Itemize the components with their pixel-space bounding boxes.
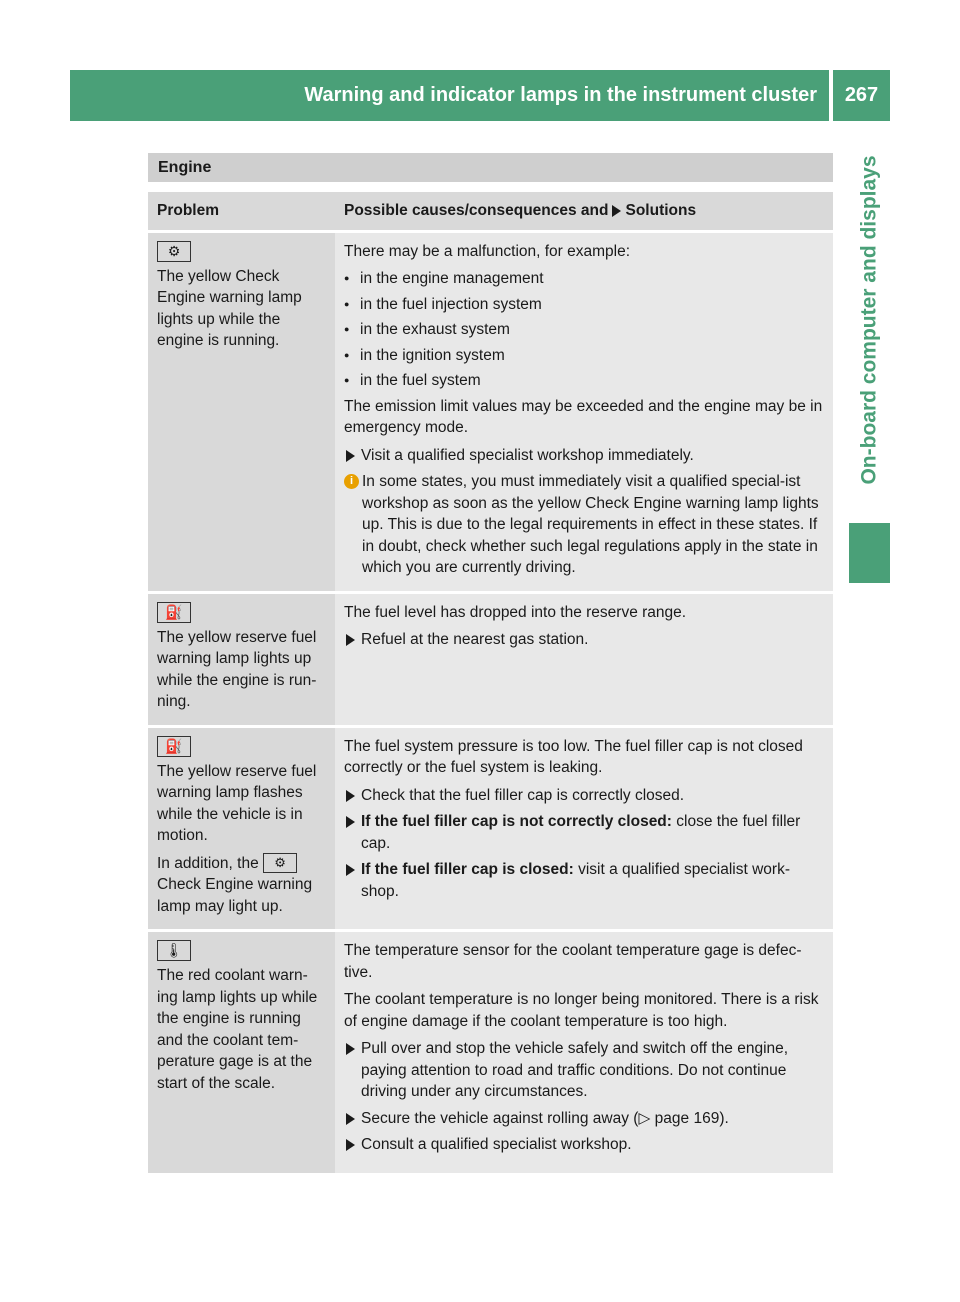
col-solutions-label: Solutions xyxy=(625,202,697,219)
list-item: ● in the engine management xyxy=(344,268,826,290)
action-step: Visit a qualified specialist workshop immediately. xyxy=(344,445,826,467)
info-icon: i xyxy=(344,474,359,489)
col-problem: Problem xyxy=(148,192,335,230)
header-title: Warning and indicator lamps in the instrument cluster xyxy=(304,84,817,106)
problem-cell xyxy=(148,233,335,591)
problem-text: The red coolant warn-ing lamp lights up while the engine is running and the coolant tem-perature gage is at the start of the scale. xyxy=(157,967,318,1092)
fuel-pump-icon: ⛽ xyxy=(157,736,191,757)
action-text-post: ). xyxy=(719,1109,729,1127)
action-step xyxy=(344,811,826,854)
col-solutions xyxy=(335,192,833,230)
side-tab xyxy=(849,130,890,510)
problem-cell xyxy=(148,594,335,725)
check-engine-icon: ⚙ xyxy=(157,241,191,262)
table-row xyxy=(148,932,833,1173)
action-step: Pull over and stop the vehicle safely and switch off the engine, paying attention to road and traffic conditions. Do not continue driving under any circumstances. xyxy=(344,1038,826,1103)
problem-text-post: Check Engine warning lamp may light up. xyxy=(157,876,313,915)
section-title: Engine xyxy=(148,153,833,182)
list-item: ● in the fuel system xyxy=(344,370,826,392)
page-number: 267 xyxy=(833,70,890,121)
coolant-temperature-icon: 🌡 xyxy=(157,940,191,961)
action-text: close the fuel filler cap. xyxy=(361,813,801,852)
arrow-icon xyxy=(612,205,621,217)
solution-cell xyxy=(335,233,833,591)
problem-cell xyxy=(148,728,335,930)
solution-text: The emission limit values may be exceeded and the engine may be in emergency mode. xyxy=(344,397,823,436)
problem-text: The yellow reserve fuel warning lamp lights up while the engine is run-ning. xyxy=(157,628,317,710)
solution-text: The fuel level has dropped into the reserve range. xyxy=(344,603,687,621)
table-header-row xyxy=(148,192,833,230)
action-step: Consult a qualified specialist workshop. xyxy=(344,1134,826,1156)
list-item: ● in the fuel injection system xyxy=(344,294,826,316)
problem-text: The yellow reserve fuel warning lamp flashes while the vehicle is in motion. xyxy=(157,762,317,844)
problem-text-extra xyxy=(157,853,328,918)
problem-text: The yellow Check Engine warning lamp lights up while the engine is running. xyxy=(157,267,302,349)
table-row xyxy=(148,728,833,930)
side-tab-label: On-board computer and displays xyxy=(857,155,881,485)
check-engine-icon: ⚙ xyxy=(263,853,297,873)
list-item: ● in the exhaust system xyxy=(344,319,826,341)
action-condition: If the fuel filler cap is not correctly closed: xyxy=(361,813,672,830)
action-step xyxy=(344,1108,826,1130)
col-causes-label: Possible causes/consequences and xyxy=(344,202,609,219)
table-row xyxy=(148,594,833,725)
action-condition: If the fuel filler cap is closed: xyxy=(361,861,574,878)
solution-intro: There may be a malfunction, for example: xyxy=(344,242,631,260)
problem-text-pre: In addition, the xyxy=(157,854,259,872)
solution-text: The temperature sensor for the coolant temperature gage is defec-tive. xyxy=(344,942,802,981)
cause-list xyxy=(344,268,826,392)
info-note xyxy=(344,471,826,579)
action-text: visit a qualified specialist work-shop. xyxy=(361,861,790,900)
table-row xyxy=(148,233,833,591)
action-step xyxy=(344,859,826,902)
engine-warning-table xyxy=(148,189,833,1176)
solution-cell xyxy=(335,594,833,725)
solution-cell xyxy=(335,932,833,1173)
action-step: Check that the fuel filler cap is correctly closed. xyxy=(344,785,826,807)
solution-text: The fuel system pressure is too low. The fuel filler cap is not closed correctly or the fuel system is leaking. xyxy=(344,737,803,776)
fuel-pump-icon: ⛽ xyxy=(157,602,191,623)
solution-cell xyxy=(335,728,833,930)
page-reference-link[interactable]: ▷ page 169 xyxy=(638,1109,720,1127)
problem-cell xyxy=(148,932,335,1173)
list-item: ● in the ignition system xyxy=(344,345,826,367)
solution-text: The coolant temperature is no longer being monitored. There is a risk of engine damage if the coolant temperature is too high. xyxy=(344,991,819,1030)
side-marker xyxy=(849,523,890,583)
running-header xyxy=(70,70,829,121)
action-step: Refuel at the nearest gas station. xyxy=(344,629,826,651)
info-note-text: In some states, you must immediately visit a qualified special-ist workshop as soon as the yellow Check Engine warning lamp lights up. This is due to the legal requirements in effect in these states. If in doubt, check whether such legal regulations apply in the state in which you are currently driving. xyxy=(362,473,819,576)
action-text-pre: Secure the vehicle against rolling away ( xyxy=(361,1109,639,1127)
